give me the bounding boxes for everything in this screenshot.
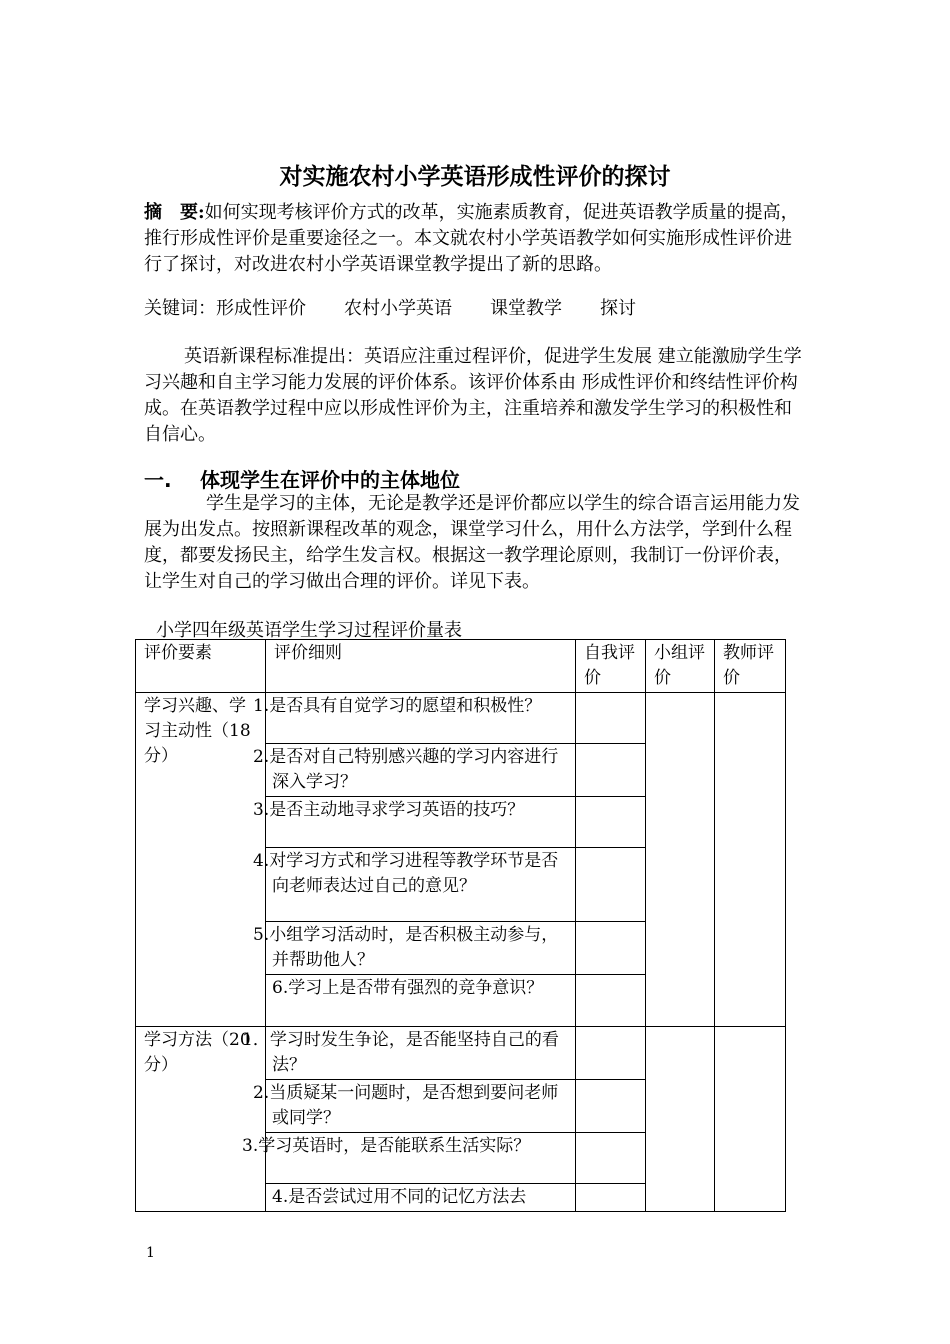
self-score-cell[interactable]: [576, 922, 646, 975]
group-name: 学习兴趣、学习主动性（18分）: [136, 693, 266, 1027]
criteria-item: 1.是否具有自觉学习的愿望和积极性？: [266, 693, 576, 744]
teacher-score-cell[interactable]: [715, 1027, 786, 1212]
abstract-label: 摘 要:: [144, 202, 205, 223]
header-detail: 评价细则: [266, 640, 576, 693]
header-teacher: 教师评价: [715, 640, 786, 693]
group-score-cell[interactable]: [646, 1027, 715, 1212]
criteria-item: 4.对学习方式和学习进程等教学环节是否向老师表达过自己的意见？: [266, 848, 576, 922]
self-score-cell[interactable]: [576, 1133, 646, 1184]
criteria-item: 2.是否对自己特别感兴趣的学习内容进行深入学习？: [266, 744, 576, 797]
page-number: 1: [146, 1245, 155, 1261]
abstract-text: 如何实现考核评价方式的改革，实施素质教育，促进英语教学质量的提高，推行形成性评价是重要途径之一。本文就农村小学英语教学如何实施形成性评价进行了探讨，对改进农村小学英语课堂教学提出了新的思路。: [144, 202, 799, 275]
keyword: 农村小学英语: [344, 298, 452, 319]
criteria-item: 6.学习上是否带有强烈的竞争意识？: [266, 975, 576, 1027]
document-title: 对实施农村小学英语形成性评价的探讨: [279, 164, 671, 190]
criteria-item: 3.学习英语时，是否能联系生活实际？: [266, 1133, 576, 1184]
self-score-cell[interactable]: [576, 1080, 646, 1133]
section-1-heading: [144, 464, 460, 493]
criteria-item: 3.是否主动地寻求学习英语的技巧？: [266, 797, 576, 848]
teacher-score-cell[interactable]: [715, 693, 786, 1027]
group-name: 学习方法（20分）: [136, 1027, 266, 1212]
keyword: 课堂教学: [490, 298, 562, 319]
criteria-item: 4.是否尝试过用不同的记忆方法去: [266, 1184, 576, 1212]
section-1-title: 体现学生在评价中的主体地位: [200, 468, 460, 492]
section-1-paragraph: 学生是学习的主体，无论是教学还是评价都应以学生的综合语言运用能力发展为出发点。按照新课程改革的观念，课堂学习什么，用什么方法学，学到什么程度，都要发扬民主，给学生发言权。根据这一教学理论原则，我制订一份评价表，让学生对自己的学习做出合理的评价。详见下表。: [144, 493, 800, 592]
evaluation-table: [135, 639, 786, 1212]
self-score-cell[interactable]: [576, 693, 646, 744]
abstract: [144, 200, 809, 278]
criteria-item: 5.小组学习活动时，是否积极主动参与，并帮助他人？: [266, 922, 576, 975]
header-group: 小组评价: [646, 640, 715, 693]
keyword: 探讨: [600, 298, 636, 319]
self-score-cell[interactable]: [576, 744, 646, 797]
section-1-number: 一.: [144, 468, 172, 492]
self-score-cell[interactable]: [576, 1027, 646, 1080]
header-element: 评价要素: [136, 640, 266, 693]
self-score-cell[interactable]: [576, 1184, 646, 1212]
self-score-cell[interactable]: [576, 797, 646, 848]
keyword: 形成性评价: [216, 298, 306, 319]
table-row: [136, 1027, 786, 1080]
self-score-cell[interactable]: [576, 848, 646, 922]
criteria-item: 1．学习时发生争论，是否能坚持自己的看法？: [266, 1027, 576, 1080]
keywords: [144, 296, 809, 322]
keywords-label: 关键词：: [144, 298, 216, 319]
table-row: [136, 693, 786, 744]
intro-paragraph: 英语新课程标准提出：英语应注重过程评价，促进学生发展 建立能激励学生学习兴趣和自主学习能力发展的评价体系。该评价体系由 形成性评价和终结性评价构成。在英语教学过程中应以形成性评价为主，注重培养和激发学生学习的积极性和自信心。: [144, 346, 802, 445]
header-self: 自我评价: [576, 640, 646, 693]
table-header-row: [136, 640, 786, 693]
criteria-item: 2.当质疑某一问题时，是否想到要问老师或同学？: [266, 1080, 576, 1133]
group-score-cell[interactable]: [646, 693, 715, 1027]
table-caption: 小学四年级英语学生学习过程评价量表: [156, 620, 462, 641]
self-score-cell[interactable]: [576, 975, 646, 1027]
